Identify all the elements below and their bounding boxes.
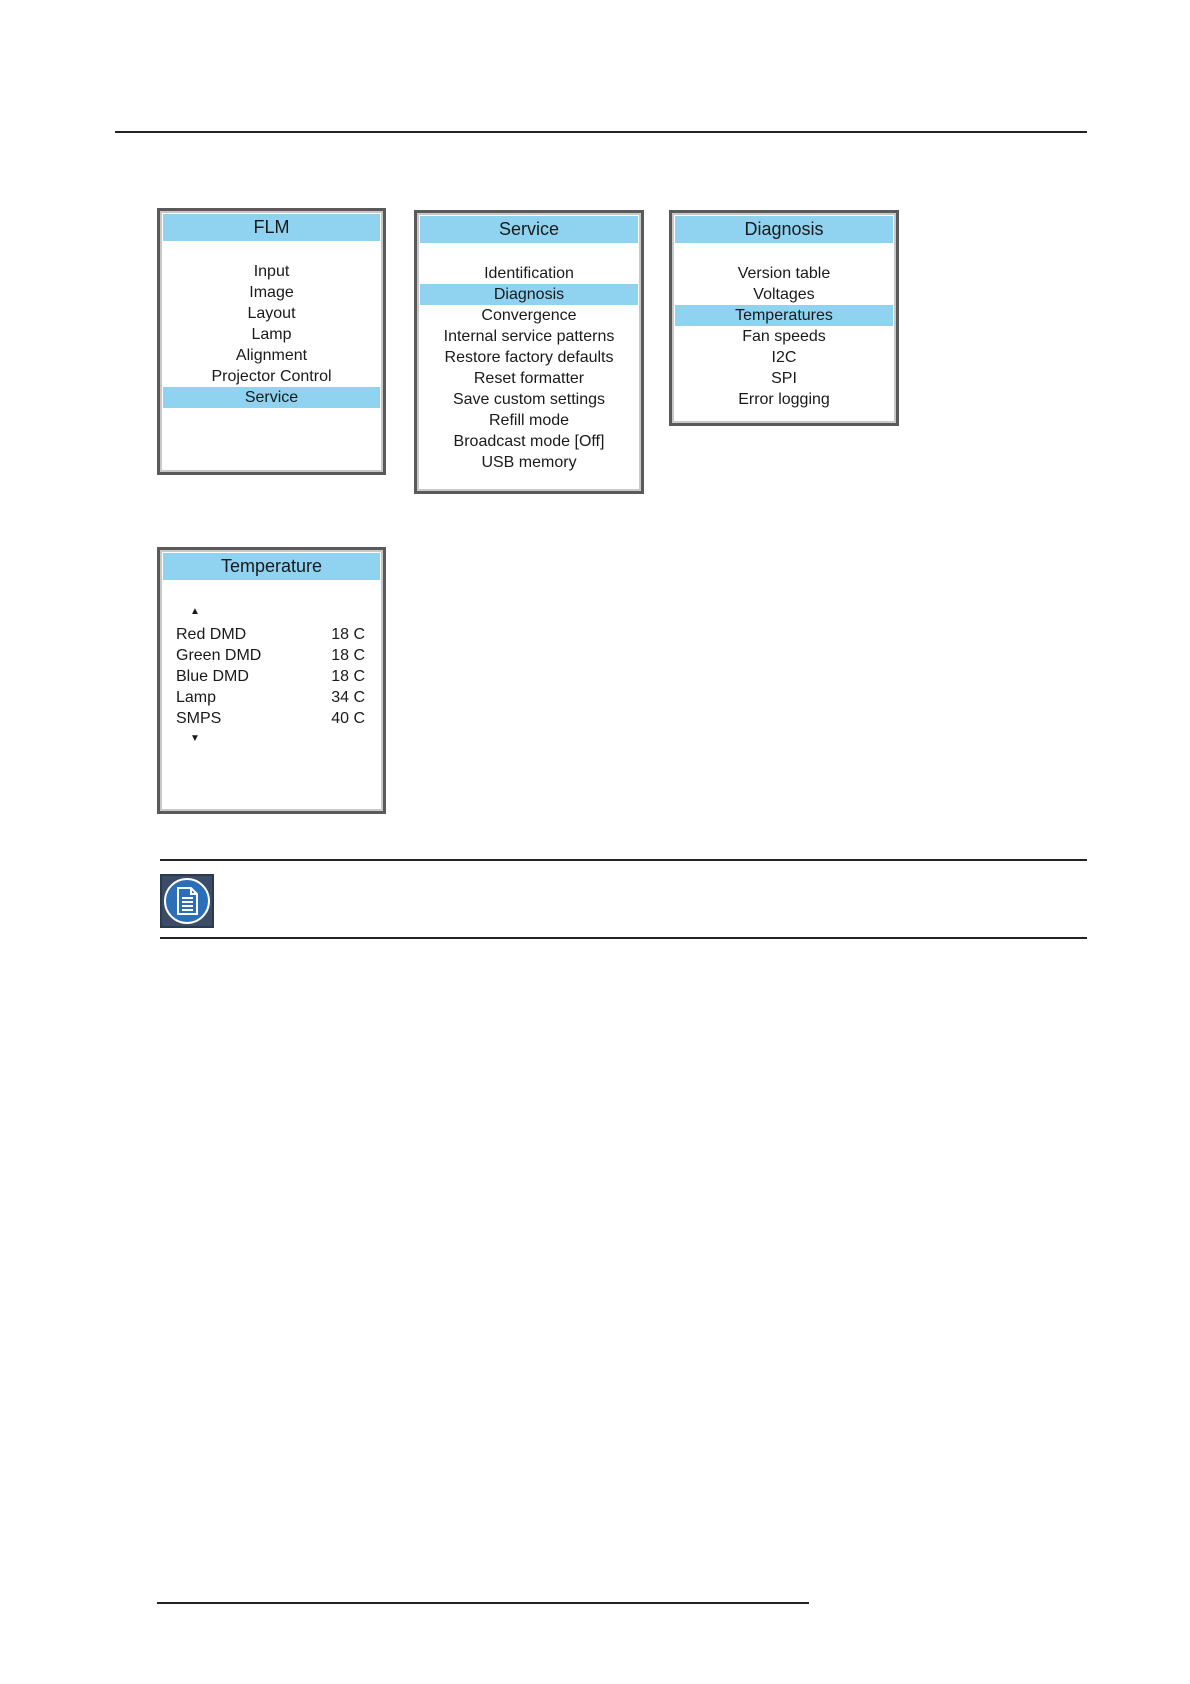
service-menu-items [420, 263, 638, 473]
flm-menu [157, 208, 386, 475]
note-bottom-rule [160, 937, 1087, 939]
diagnosis-item-i2c[interactable]: I2C [771, 349, 797, 366]
temperature-row-value: 18 C [331, 668, 365, 685]
temperature-row-value: 34 C [331, 689, 365, 706]
temperature-row [176, 687, 365, 708]
diagnosis-menu-items [675, 263, 893, 410]
service-item-diagnosis[interactable]: Diagnosis [420, 284, 638, 305]
temperature-row [176, 708, 365, 729]
diagnosis-item-voltages[interactable]: Voltages [753, 286, 815, 303]
diagnosis-menu [669, 210, 899, 426]
temperature-row-value: 18 C [331, 647, 365, 664]
flm-menu-items [163, 261, 380, 408]
service-item-convergence[interactable]: Convergence [481, 307, 577, 324]
footer-rule [157, 1602, 809, 1604]
service-menu-title: Service [420, 216, 638, 243]
temperature-row-label: Red DMD [176, 626, 247, 643]
service-item-save-custom-settings[interactable]: Save custom settings [452, 391, 606, 408]
flm-item-layout[interactable]: Layout [247, 305, 296, 322]
service-item-internal-service-patterns[interactable]: Internal service patterns [443, 328, 615, 345]
service-item-reset-formatter[interactable]: Reset formatter [473, 370, 585, 387]
temperature-row-value: 18 C [331, 626, 365, 643]
temperature-row-value: 40 C [331, 710, 365, 727]
scroll-up-icon[interactable]: ▲ [190, 606, 200, 617]
service-item-restore-factory-defaults[interactable]: Restore factory defaults [444, 349, 614, 366]
temperature-row-label: Blue DMD [176, 668, 249, 685]
temperature-row [176, 666, 365, 687]
diagnosis-menu-title: Diagnosis [675, 216, 893, 243]
scroll-down-icon[interactable]: ▼ [190, 733, 200, 744]
service-menu [414, 210, 644, 494]
flm-menu-title: FLM [163, 214, 380, 241]
diagnosis-item-spi[interactable]: SPI [771, 370, 797, 387]
temperature-row-label: Lamp [176, 689, 217, 706]
flm-item-alignment[interactable]: Alignment [235, 347, 308, 364]
temperature-row [176, 624, 365, 645]
note-top-rule [160, 859, 1087, 861]
temperature-panel-title: Temperature [163, 553, 380, 580]
diagnosis-item-version-table[interactable]: Version table [737, 265, 831, 282]
temperature-panel [157, 547, 386, 814]
diagnosis-item-fan-speeds[interactable]: Fan speeds [742, 328, 826, 345]
flm-item-projector-control[interactable]: Projector Control [211, 368, 332, 385]
service-item-usb-memory[interactable]: USB memory [481, 454, 577, 471]
flm-item-service[interactable]: Service [163, 387, 380, 408]
flm-item-image[interactable]: Image [249, 284, 294, 301]
note-document-icon [160, 874, 214, 928]
service-item-identification[interactable]: Identification [484, 265, 574, 282]
service-item-refill-mode[interactable]: Refill mode [488, 412, 570, 429]
temperature-row-label: SMPS [176, 710, 222, 727]
flm-item-lamp[interactable]: Lamp [251, 326, 292, 343]
temperature-row [176, 645, 365, 666]
diagnosis-item-error-logging[interactable]: Error logging [738, 391, 830, 408]
header-rule [115, 131, 1087, 133]
diagnosis-item-temperatures[interactable]: Temperatures [675, 305, 893, 326]
service-item-broadcast-mode[interactable]: Broadcast mode [Off] [453, 433, 605, 450]
flm-item-input[interactable]: Input [253, 263, 290, 280]
temperature-row-label: Green DMD [176, 647, 262, 664]
